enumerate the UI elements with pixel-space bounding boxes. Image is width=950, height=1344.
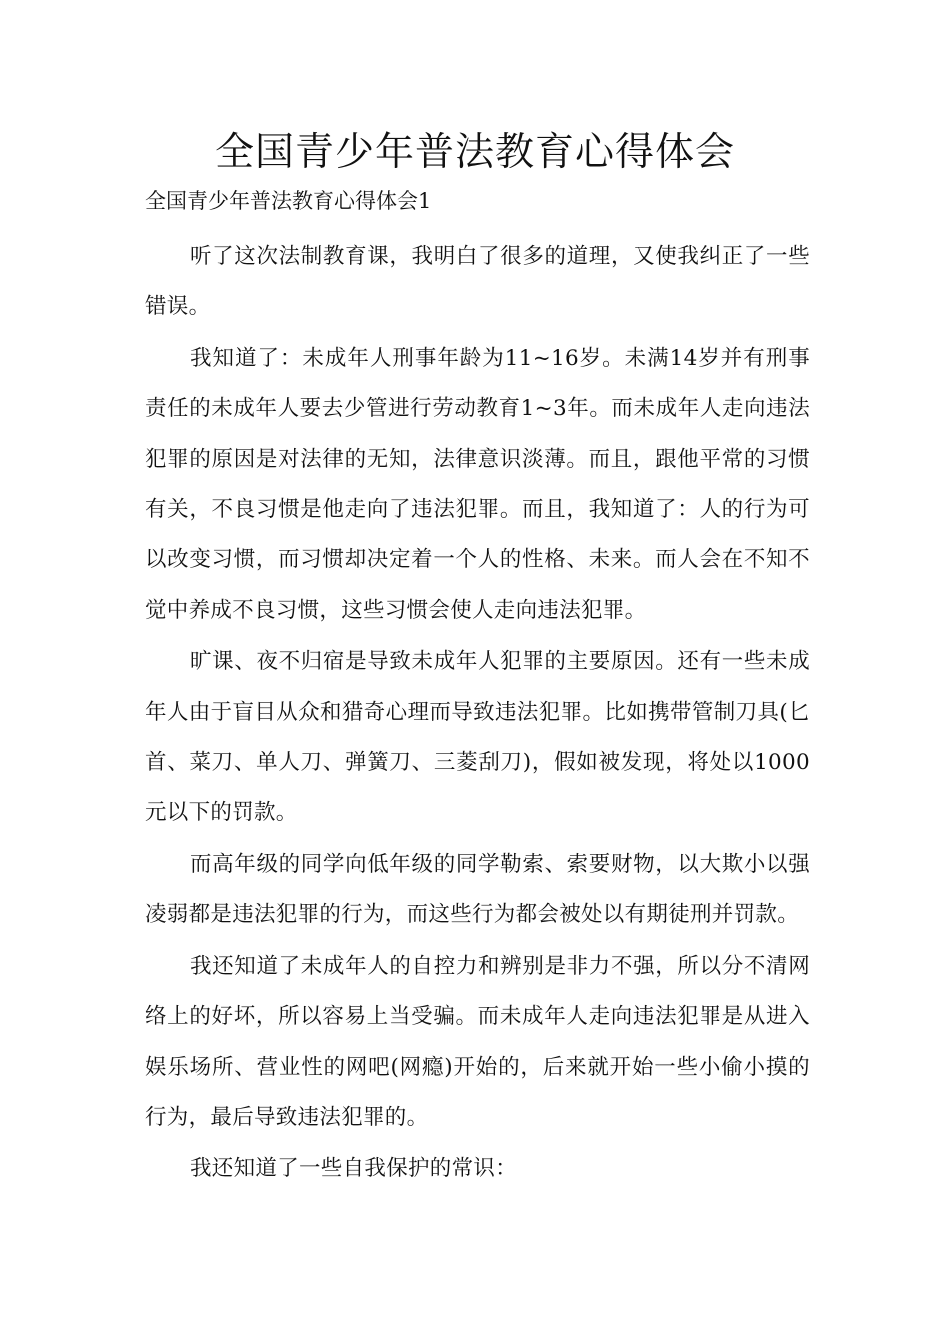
paragraph-2: 我知道了：未成年人刑事年龄为11~16岁。未满14岁并有刑事责任的未成年人要去少管进行劳动教育1~3年。而未成年人走向违法犯罪的原因是对法律的无知，法律意识淡薄。而且，跟他平常的习惯有关，不良习惯是他走向了违法犯罪。而且，我知道了：人的行为可以改变习惯，而习惯却决定着一个人的性格、未来。而人会在不知不觉中养成不良习惯，这些习惯会使人走向违法犯罪。	[145, 345, 810, 623]
paragraph-5: 我还知道了未成年人的自控力和辨别是非力不强，所以分不清网络上的好坏，所以容易上当受骗。而未成年人走向违法犯罪是从进入娱乐场所、营业性的网吧(网瘾)开始的，后来就开始一些小偷小摸的行为，最后导致违法犯罪的。	[145, 953, 810, 1130]
paragraph-4: 而高年级的同学向低年级的同学勒索、索要财物，以大欺小以强凌弱都是违法犯罪的行为，而这些行为都会被处以有期徒刑并罚款。	[145, 851, 810, 928]
document-title: 全国青少年普法教育心得体会	[214, 130, 735, 175]
document-body	[145, 232, 810, 1196]
paragraph-1: 听了这次法制教育课，我明白了很多的道理，又使我纠正了一些错误。	[145, 244, 810, 320]
document-subtitle: 全国青少年普法教育心得体会1	[145, 189, 432, 213]
paragraph-6: 我还知道了一些自我保护的常识：	[190, 1156, 518, 1182]
paragraph-3: 旷课、夜不归宿是导致未成年人犯罪的主要原因。还有一些未成年人由于盲目从众和猎奇心理而导致违法犯罪。比如携带管制刀具(匕首、菜刀、单人刀、弹簧刀、三菱刮刀)，假如被发现，将处以1000元以下的罚款。	[145, 649, 810, 826]
